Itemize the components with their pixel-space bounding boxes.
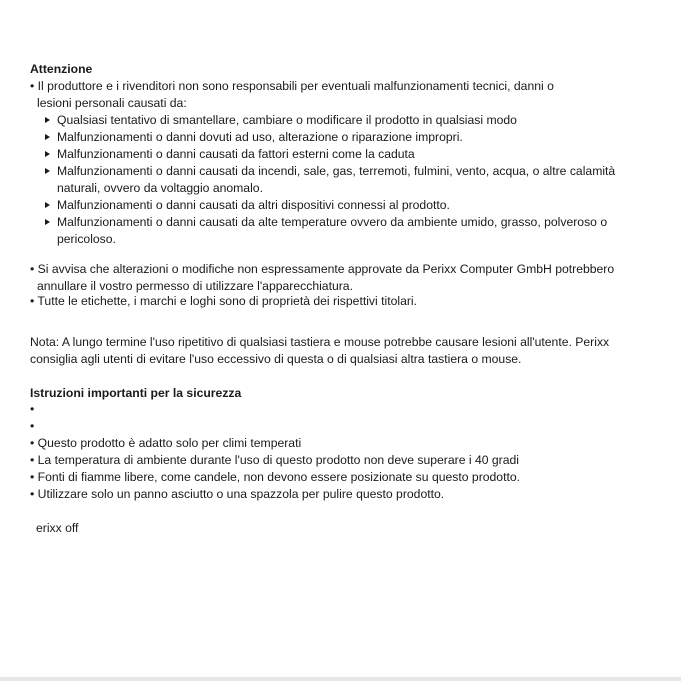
list-item-text: Malfunzionamenti o danni causati da alte temperature ovvero da ambiente umido, grasso, polveroso o <box>57 215 608 229</box>
list-item-text: Malfunzionamenti o danni causati da fattori esterni come la caduta <box>57 147 415 161</box>
triangle-bullet-icon <box>45 202 50 208</box>
triangle-bullet-icon <box>45 219 50 225</box>
footer-fragment: erixx off <box>36 521 79 535</box>
modification-notice-line1: • Si avvisa che alterazioni o modifiche non espressamente approvate da Perixx Computer GmbH potrebbero <box>30 262 615 276</box>
safety-item: • Utilizzare solo un panno asciutto o una spazzola per pulire questo prodotto. <box>30 487 445 501</box>
modification-notice-line2: annullare il vostro permesso di utilizzare l'apparecchiatura. <box>37 279 353 293</box>
attention-intro-line1: • Il produttore e i rivenditori non sono responsabili per eventuali malfunzionamenti tecnici, danni o <box>30 79 554 93</box>
empty-bullet: • <box>30 419 35 433</box>
triangle-bullet-icon <box>45 151 50 157</box>
note-line2: consiglia agli utenti di evitare l'uso eccessivo di questa o di qualsiasi altra tastiera o mouse. <box>30 352 522 366</box>
note-line1: Nota: A lungo termine l'uso ripetitivo di qualsiasi tastiera e mouse potrebbe causare lesioni all'utente. Perixx <box>30 335 610 349</box>
list-item-text: Malfunzionamenti o danni dovuti ad uso, alterazione o riparazione impropri. <box>57 130 463 144</box>
trademark-notice: • Tutte le etichette, i marchi e loghi sono di proprietà dei rispettivi titolari. <box>30 294 418 308</box>
list-item-text-continued: naturali, ovvero da voltaggio anomalo. <box>57 181 263 195</box>
triangle-bullet-icon <box>45 168 50 174</box>
page-edge-divider <box>0 677 681 681</box>
safety-heading: Istruzioni importanti per la sicurezza <box>30 386 242 400</box>
attention-heading: Attenzione <box>30 62 93 76</box>
safety-item: • Questo prodotto è adatto solo per climi temperati <box>30 436 302 450</box>
list-item-text: Malfunzionamenti o danni causati da altri dispositivi connessi al prodotto. <box>57 198 450 212</box>
list-item-text: Qualsiasi tentativo di smantellare, cambiare o modificare il prodotto in qualsiasi modo <box>57 113 517 127</box>
list-item-text-continued: pericoloso. <box>57 232 116 246</box>
list-item-text: Malfunzionamenti o danni causati da incendi, sale, gas, terremoti, fulmini, vento, acqua, o altre calamità <box>57 164 616 178</box>
empty-bullet: • <box>30 402 35 416</box>
triangle-bullet-icon <box>45 134 50 140</box>
attention-intro-line2: lesioni personali causati da: <box>37 96 187 110</box>
triangle-bullet-icon <box>45 117 50 123</box>
safety-item: • Fonti di fiamme libere, come candele, non devono essere posizionate su questo prodotto. <box>30 470 521 484</box>
safety-item: • La temperatura di ambiente durante l'uso di questo prodotto non deve superare i 40 gradi <box>30 453 519 467</box>
